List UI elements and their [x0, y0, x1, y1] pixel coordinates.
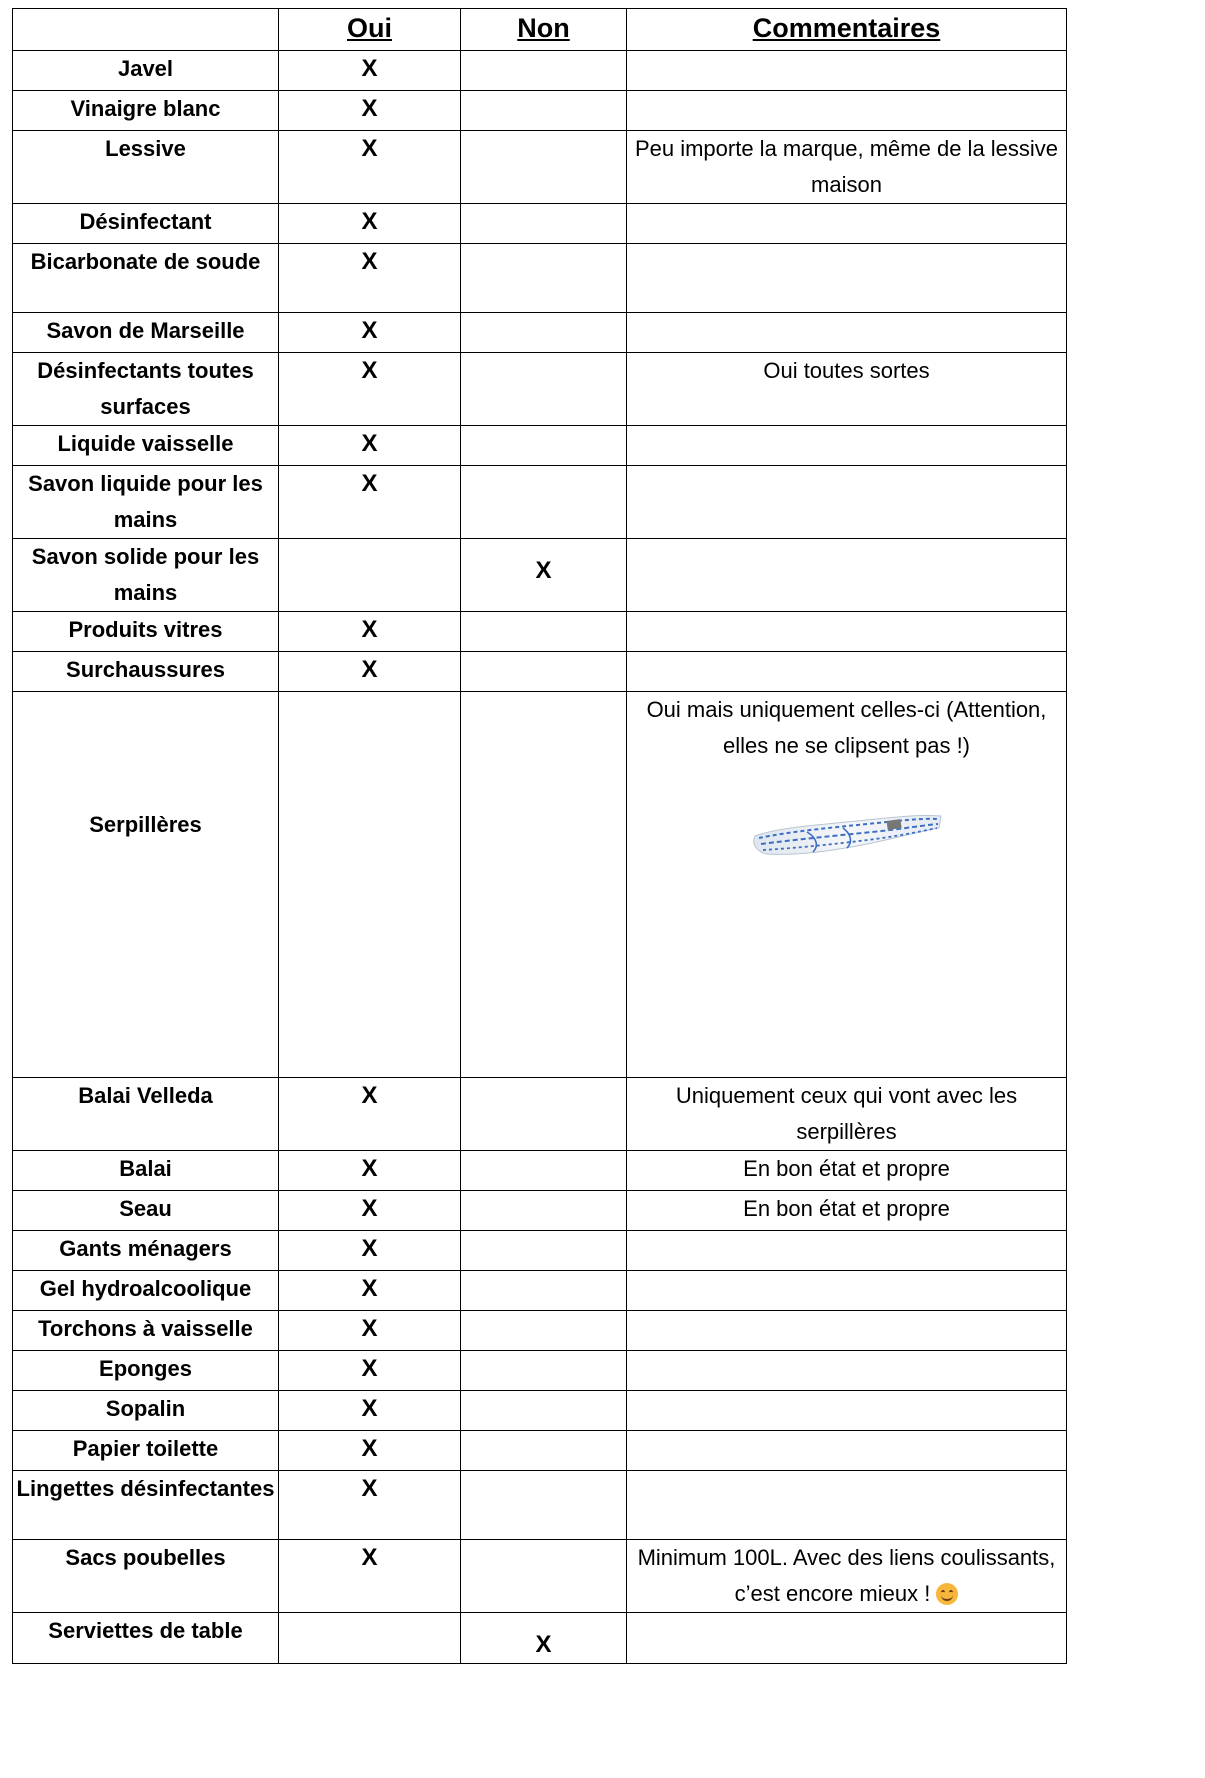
- non-cell: [461, 1431, 627, 1471]
- comment-cell: [627, 1540, 1067, 1613]
- oui-cell: X: [279, 1151, 461, 1191]
- comment-cell: [627, 313, 1067, 353]
- oui-cell: X: [279, 612, 461, 652]
- non-cell: [461, 692, 627, 1078]
- comment-cell: [627, 539, 1067, 612]
- table-row: [13, 1078, 1067, 1151]
- non-cell: [461, 91, 627, 131]
- oui-cell: X: [279, 1540, 461, 1613]
- non-cell: [461, 204, 627, 244]
- header-non: Non: [461, 9, 627, 51]
- oui-cell: [279, 692, 461, 1078]
- non-cell: [461, 1231, 627, 1271]
- comment-text: Peu importe la marque, même de la lessive maison: [634, 136, 1059, 197]
- comment-cell: [627, 692, 1067, 1078]
- oui-cell: X: [279, 1231, 461, 1271]
- oui-cell: X: [279, 1191, 461, 1231]
- table-row: [13, 51, 1067, 91]
- comment-cell: [627, 51, 1067, 91]
- table-row: [13, 1351, 1067, 1391]
- item-name-cell: Papier toilette: [13, 1431, 279, 1471]
- item-name-cell: Gel hydroalcoolique: [13, 1271, 279, 1311]
- table-row: [13, 91, 1067, 131]
- oui-cell: X: [279, 1471, 461, 1540]
- item-name-cell: Sopalin: [13, 1391, 279, 1431]
- item-name-cell: Balai Velleda: [13, 1078, 279, 1151]
- non-cell: [461, 51, 627, 91]
- oui-cell: X: [279, 91, 461, 131]
- oui-cell: X: [279, 204, 461, 244]
- comment-cell: [627, 652, 1067, 692]
- table-row: [13, 1151, 1067, 1191]
- oui-cell: X: [279, 51, 461, 91]
- table-row: [13, 1431, 1067, 1471]
- table-row: [13, 244, 1067, 313]
- header-oui: Oui: [279, 9, 461, 51]
- oui-cell: X: [279, 313, 461, 353]
- comment-cell: [627, 244, 1067, 313]
- table-row: [13, 466, 1067, 539]
- oui-cell: [279, 539, 461, 612]
- table-row: [13, 426, 1067, 466]
- table-row: [13, 1471, 1067, 1540]
- table-row: [13, 539, 1067, 612]
- item-name-cell: Produits vitres: [13, 612, 279, 652]
- comment-cell: [627, 1151, 1067, 1191]
- item-name-cell: Désinfectants toutes surfaces: [13, 353, 279, 426]
- oui-cell: X: [279, 244, 461, 313]
- non-cell: [461, 313, 627, 353]
- table-row: [13, 353, 1067, 426]
- oui-cell: X: [279, 353, 461, 426]
- item-name-cell: Lessive: [13, 131, 279, 204]
- comment-cell: [627, 1431, 1067, 1471]
- table-row: [13, 612, 1067, 652]
- non-cell: [461, 1391, 627, 1431]
- comment-cell: [627, 1191, 1067, 1231]
- non-cell: [461, 1151, 627, 1191]
- item-name-cell: Liquide vaisselle: [13, 426, 279, 466]
- table-row: [13, 204, 1067, 244]
- non-cell: [461, 131, 627, 204]
- oui-cell: X: [279, 1431, 461, 1471]
- comment-cell: [627, 612, 1067, 652]
- item-name-cell: Eponges: [13, 1351, 279, 1391]
- comment-cell: [627, 1351, 1067, 1391]
- oui-cell: X: [279, 1078, 461, 1151]
- comment-cell: [627, 91, 1067, 131]
- oui-cell: X: [279, 1271, 461, 1311]
- non-cell: [461, 1540, 627, 1613]
- comment-cell: [627, 1391, 1067, 1431]
- table-row: [13, 1231, 1067, 1271]
- oui-cell: X: [279, 1311, 461, 1351]
- table-row: [13, 1613, 1067, 1664]
- oui-cell: X: [279, 466, 461, 539]
- item-name-cell: Seau: [13, 1191, 279, 1231]
- table-row: [13, 1191, 1067, 1231]
- table-row: [13, 131, 1067, 204]
- comment-cell: [627, 426, 1067, 466]
- non-cell: [461, 1471, 627, 1540]
- oui-cell: X: [279, 131, 461, 204]
- mop-pad-image: [627, 802, 1066, 864]
- item-name-cell: Torchons à vaisselle: [13, 1311, 279, 1351]
- item-name-cell: Savon liquide pour les mains: [13, 466, 279, 539]
- comment-text: En bon état et propre: [743, 1156, 950, 1181]
- non-cell: [461, 612, 627, 652]
- table-row: [13, 1391, 1067, 1431]
- item-name-cell: Javel: [13, 51, 279, 91]
- non-cell: [461, 1311, 627, 1351]
- comment-cell: [627, 204, 1067, 244]
- non-cell: [461, 1351, 627, 1391]
- comment-cell: [627, 1271, 1067, 1311]
- non-cell: X: [461, 1613, 627, 1664]
- item-name-cell: Savon solide pour les mains: [13, 539, 279, 612]
- item-name-cell: Désinfectant: [13, 204, 279, 244]
- non-cell: [461, 353, 627, 426]
- header-row: [13, 9, 1067, 51]
- comment-text: En bon état et propre: [743, 1196, 950, 1221]
- non-cell: [461, 426, 627, 466]
- table-row: [13, 1271, 1067, 1311]
- table-row: [13, 1540, 1067, 1613]
- comment-cell: [627, 353, 1067, 426]
- comment-text: Minimum 100L. Avec des liens coulissants, c’est encore mieux !: [637, 1545, 1056, 1606]
- oui-cell: X: [279, 1351, 461, 1391]
- comment-cell: [627, 1613, 1067, 1664]
- oui-cell: X: [279, 426, 461, 466]
- item-name-cell: Sacs poubelles: [13, 1540, 279, 1613]
- table-row: [13, 692, 1067, 1078]
- oui-cell: [279, 1613, 461, 1664]
- item-name-cell: Lingettes désinfectantes: [13, 1471, 279, 1540]
- non-cell: [461, 244, 627, 313]
- header-commentaires: Commentaires: [627, 9, 1067, 51]
- comment-text: Uniquement ceux qui vont avec les serpillères: [675, 1083, 1018, 1144]
- non-cell: [461, 466, 627, 539]
- item-name-cell: Gants ménagers: [13, 1231, 279, 1271]
- oui-cell: X: [279, 1391, 461, 1431]
- table-row: [13, 1311, 1067, 1351]
- oui-cell: X: [279, 652, 461, 692]
- non-cell: X: [461, 539, 627, 612]
- table-row: [13, 313, 1067, 353]
- comment-cell: [627, 1078, 1067, 1151]
- non-cell: [461, 1078, 627, 1151]
- comment-cell: [627, 1471, 1067, 1540]
- header-item: [13, 9, 279, 51]
- item-name-cell: Serpillères: [13, 692, 279, 1078]
- item-name-cell: Vinaigre blanc: [13, 91, 279, 131]
- item-name-cell: Balai: [13, 1151, 279, 1191]
- non-cell: [461, 652, 627, 692]
- item-name-cell: Savon de Marseille: [13, 313, 279, 353]
- comment-text: Oui mais uniquement celles-ci (Attention, elles ne se clipsent pas !): [646, 697, 1047, 758]
- item-name-cell: Bicarbonate de soude: [13, 244, 279, 313]
- supplies-table: [12, 8, 1067, 1664]
- non-cell: [461, 1191, 627, 1231]
- comment-cell: [627, 466, 1067, 539]
- comment-text: Oui toutes sortes: [763, 358, 930, 383]
- smiling-face-icon: [936, 1583, 958, 1605]
- non-cell: [461, 1271, 627, 1311]
- comment-cell: [627, 1311, 1067, 1351]
- comment-cell: [627, 131, 1067, 204]
- item-name-cell: Serviettes de table: [13, 1613, 279, 1664]
- table-row: [13, 652, 1067, 692]
- comment-cell: [627, 1231, 1067, 1271]
- item-name-cell: Surchaussures: [13, 652, 279, 692]
